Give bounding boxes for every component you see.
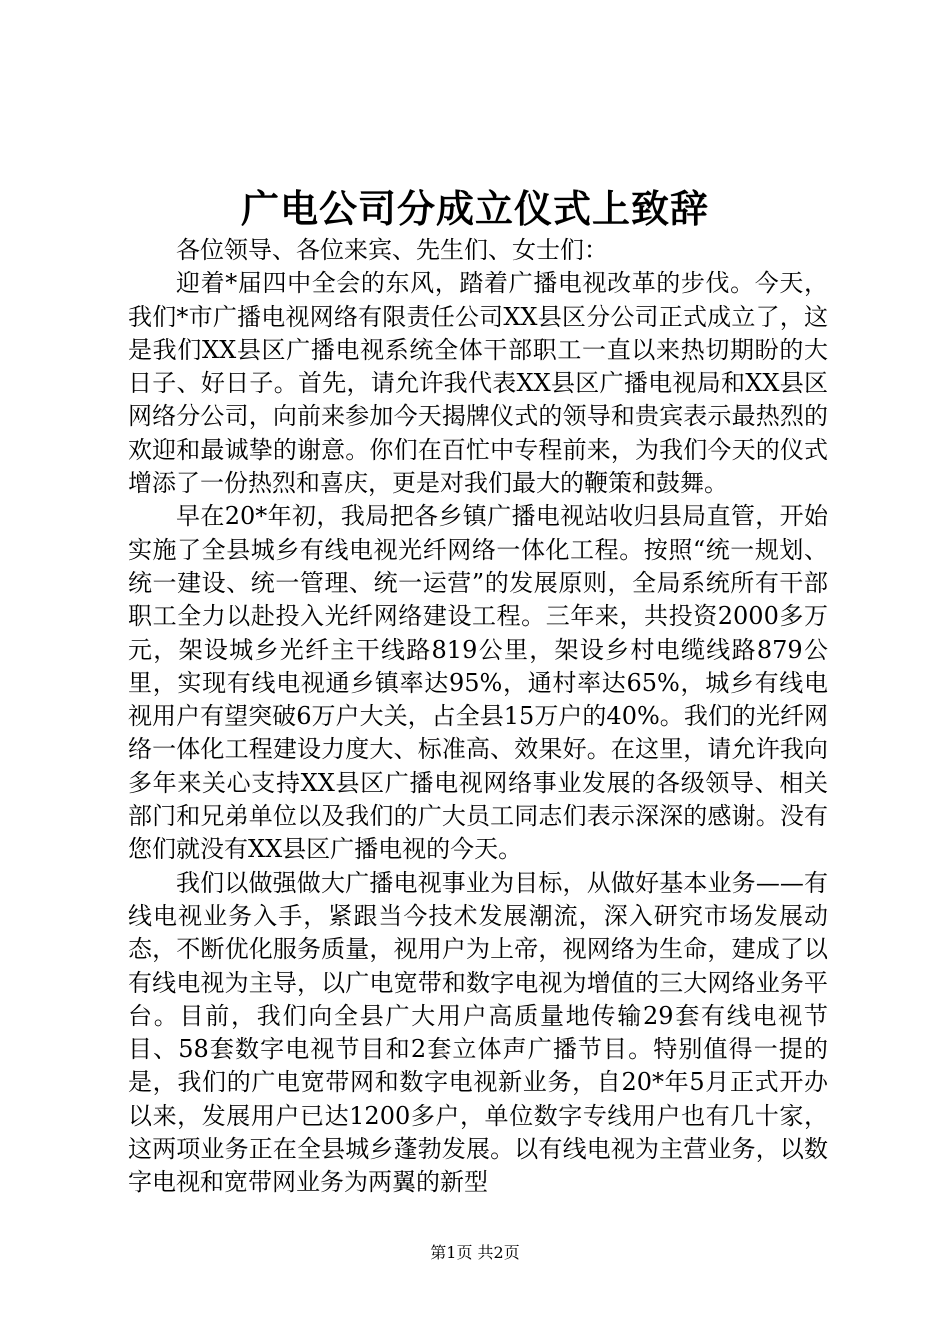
body-paragraph: 我们以做强做大广播电视事业为目标，从做好基本业务——有线电视业务入手，紧跟当今技术发展潮流，深入研究市场发展动态，不断优化服务质量，视用户为上帝，视网络为生命，建成了以有线电视为主导，以广电宽带和数字电视为增值的三大网络业务平台。目前，我们向全县广大用户高质量地传输29套有线电视节目、58套数字电视节目和2套立体声广播节目。特别值得一提的是，我们的广电宽带网和数字电视新业务，自20*年5月正式开办以来，发展用户已达1200多户，单位数字专线用户也有几十家，这两项业务正在全县城乡蓬勃发展。以有线电视为主营业务，以数字电视和宽带网业务为两翼的新型 (128, 868, 828, 1197)
body-paragraph: 迎着*届四中全会的东风，踏着广播电视改革的步伐。今天，我们*市广播电视网络有限责任公司XX县区分公司正式成立了，这是我们XX县区广播电视系统全体干部职工一直以来热切期盼的大日子、好日子。首先，请允许我代表XX县区广播电视局和XX县区网络分公司，向前来参加今天揭牌仪式的领导和贵宾表示最热烈的欢迎和最诚挚的谢意。你们在百忙中专程前来，为我们今天的仪式增添了一份热烈和喜庆，更是对我们最大的鞭策和鼓舞。 (128, 269, 828, 498)
body-paragraph: 早在20*年初，我局把各乡镇广播电视站收归县局直管，开始实施了全县城乡有线电视光纤网络一体化工程。按照“统一规划、统一建设、统一管理、统一运营”的发展原则，全局系统所有干部职工全力以赴投入光纤网络建设工程。三年来，共投资2000多万元，架设城乡光纤主干线路819公里，架设乡村电缆线路879公里，实现有线电视通乡镇率达95%，通村率达65%，城乡有线电视用户有望突破6万户大关，占全县15万户的40%。我们的光纤网络一体化工程建设力度大、标准高、效果好。在这里，请允许我向多年来关心支持XX县区广播电视网络事业发展的各级领导、相关部门和兄弟单位以及我们的广大员工同志们表示深深的感谢。没有您们就没有XX县区广播电视的今天。 (128, 502, 828, 864)
document-body (128, 234, 828, 1200)
document-title: 广电公司分成立仪式上致辞 (240, 186, 709, 231)
salutation-paragraph: 各位领导、各位来宾、先生们、女士们： (176, 236, 608, 264)
page-footer: 第1页 共2页 (430, 1243, 520, 1262)
